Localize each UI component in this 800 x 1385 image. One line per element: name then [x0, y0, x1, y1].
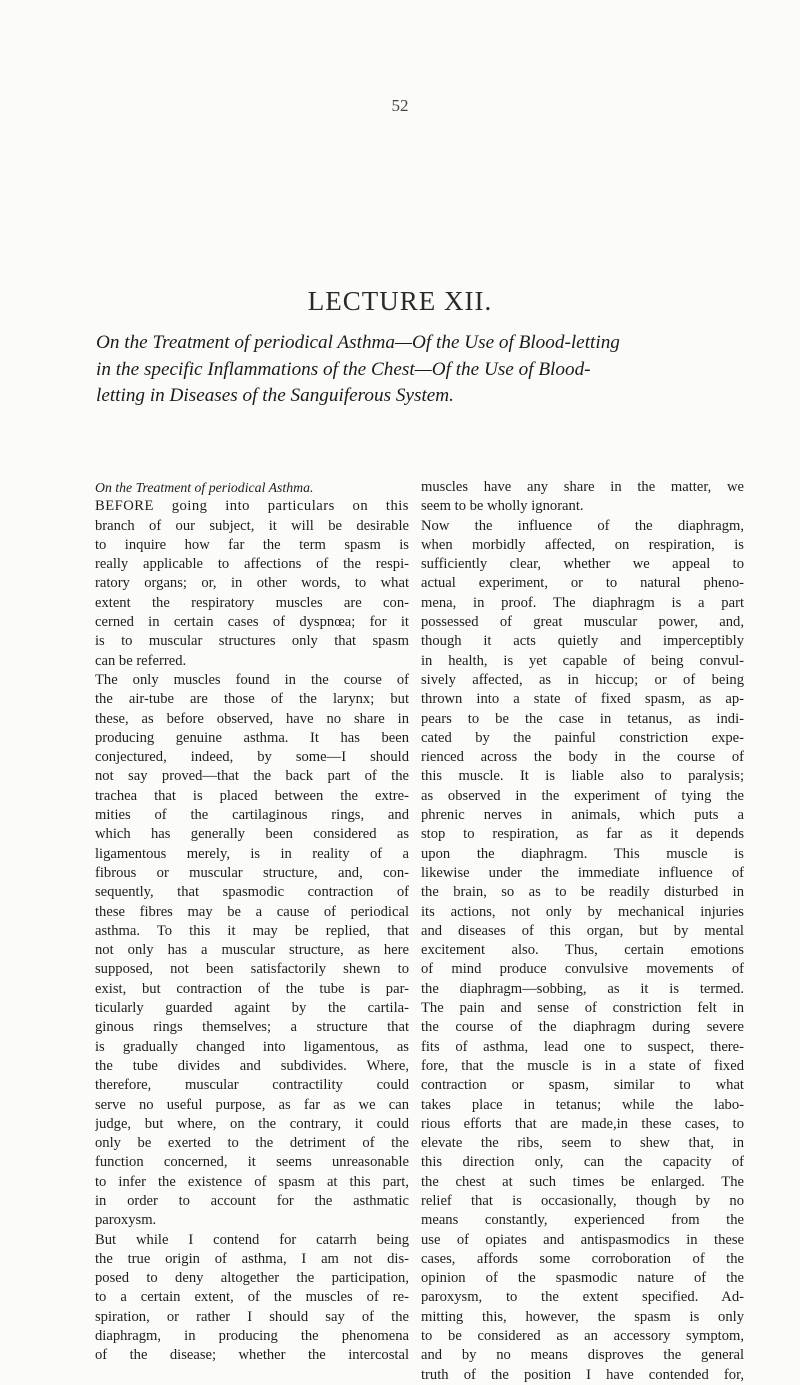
text-line: the course of the diaphragm during severe	[421, 1019, 744, 1036]
text-line: judge, but where, on the contrary, it could	[95, 1115, 409, 1132]
text-line: means constantly, experienced from the	[421, 1212, 744, 1229]
text-line: rious efforts that are made,in these cases, to	[421, 1115, 744, 1132]
text-line: stop to respiration, as far as it depends	[421, 826, 744, 843]
chapter-title-line: On the Treatment of periodical Asthma—Of the Use of Blood-letting	[96, 332, 620, 353]
text-line: and by no means disproves the general	[421, 1347, 744, 1364]
text-line: pears to be the case in tetanus, as indi-	[421, 710, 744, 727]
text-line: mena, in proof. The diaphragm is a part	[421, 594, 744, 611]
text-line: the true origin of asthma, I am not dis-	[95, 1250, 409, 1267]
text-line: of mind produce convulsive movements of	[421, 961, 744, 978]
text-line: not only has a muscular structure, as here	[95, 942, 409, 959]
lecture-heading: LECTURE XII.	[307, 286, 493, 316]
text-line: is gradually changed into ligamentous, as	[95, 1038, 409, 1055]
text-line: possessed of great muscular power, and,	[421, 614, 744, 631]
text-line: cases, affords some corroboration of the	[421, 1250, 744, 1267]
text-line: of the disease; whether the intercostal	[95, 1347, 409, 1364]
text-line: the air-tube are those of the larynx; but	[95, 691, 409, 708]
text-line: diaphragm, in producing the phenomena	[95, 1328, 409, 1345]
text-line: sufficiently clear, whether we appeal to	[421, 556, 744, 573]
text-line: as observed in the experiment of tying the	[421, 787, 744, 804]
text-line: truth of the position I have contended for,	[421, 1366, 744, 1383]
text-line: in health, is yet capable of being convul-	[421, 652, 744, 669]
text-line: ticularly guarded againt by the cartila-	[95, 1000, 409, 1017]
text-line: BEFORE going into particulars on this	[95, 498, 409, 515]
text-line: and diseases of this organ, but by mental	[421, 922, 744, 939]
text-line: takes place in tetanus; while the labo-	[421, 1096, 744, 1113]
text-line: the diaphragm—sobbing, as it is termed.	[421, 980, 744, 997]
text-line: paroxysm.	[95, 1212, 157, 1229]
text-line: ratory organs; or, in other words, to what	[95, 575, 409, 592]
page-number: 52	[391, 96, 409, 115]
text-line: Now the influence of the diaphragm,	[421, 517, 744, 534]
text-line: these fibres may be a cause of periodical	[95, 903, 409, 920]
text-line: spiration, or rather I should say of the	[95, 1308, 409, 1325]
text-line: is to muscular structures only that spasm	[95, 633, 409, 650]
text-line: phrenic nerves in animals, which puts a	[421, 807, 744, 824]
left-column	[95, 478, 409, 1366]
text-line: fore, that the muscle is in a state of fixed	[421, 1057, 744, 1074]
text-line: this muscle. It is liable also to paralysis;	[421, 768, 744, 785]
text-line: conjectured, indeed, by some—I should	[95, 749, 409, 766]
text-line: paroxysm, to the extent specified. Ad-	[421, 1289, 744, 1306]
text-line: thrown into a state of fixed spasm, as ap-	[421, 691, 744, 708]
text-line: sively affected, as in hiccup; or of being	[421, 671, 744, 688]
text-line: upon the diaphragm. This muscle is	[421, 845, 744, 862]
text-line: relief that is occasionally, though by no	[421, 1192, 744, 1209]
text-line: use of opiates and antispasmodics in these	[421, 1231, 744, 1248]
text-line: trachea that is placed between the extre-	[95, 787, 409, 804]
chapter-title	[96, 330, 736, 410]
text-line: the chest at such times be enlarged. The	[421, 1173, 744, 1190]
text-line: though it acts quietly and imperceptibly	[421, 633, 744, 650]
text-line: the brain, so as to be readily disturbed in	[421, 884, 744, 901]
text-line: only be exerted to the detriment of the	[95, 1135, 409, 1152]
text-line: actual experiment, or to natural pheno-	[421, 575, 744, 592]
text-line: which has generally been considered as	[95, 826, 409, 843]
text-line: ginous rings themselves; a structure that	[95, 1019, 409, 1036]
text-line: to be considered as an accessory symptom,	[421, 1328, 744, 1345]
text-line: rienced across the body in the course of	[421, 749, 744, 766]
text-line: mities of the cartilaginous rings, and	[95, 807, 409, 824]
text-line: But while I contend for catarrh being	[95, 1231, 409, 1248]
text-line: opinion of the spasmodic nature of the	[421, 1270, 744, 1287]
chapter-title-line: letting in Diseases of the Sanguiferous System.	[96, 385, 454, 406]
text-line: serve no useful purpose, as far as we can	[95, 1096, 409, 1113]
text-line: sequently, that spasmodic contraction of	[95, 884, 409, 901]
text-line: fits of asthma, lead one to suspect, there-	[421, 1038, 744, 1055]
text-line: The only muscles found in the course of	[95, 671, 409, 688]
section-subheading: On the Treatment of periodical Asthma.	[95, 480, 314, 495]
text-line: contraction or spasm, similar to what	[421, 1077, 744, 1094]
text-line: branch of our subject, it will be desirable	[95, 517, 409, 534]
text-line: to inquire how far the term spasm is	[95, 536, 409, 553]
text-line: its actions, not only by mechanical injuries	[421, 903, 744, 920]
text-line: the tube divides and subdivides. Where,	[95, 1057, 409, 1074]
text-line: cerned in certain cases of dyspnœa; for it	[95, 614, 409, 631]
right-column	[421, 478, 744, 1385]
text-line: asthma. To this it may be replied, that	[95, 922, 409, 939]
text-line: likewise under the immediate influence of	[421, 864, 744, 881]
text-line: when morbidly affected, on respiration, is	[421, 536, 744, 553]
text-line: fibrous or muscular structure, and, con-	[95, 864, 409, 881]
text-line: cated by the painful constriction expe-	[421, 729, 744, 746]
text-line: extent the respiratory muscles are con-	[95, 594, 409, 611]
text-line: therefore, muscular contractility could	[95, 1077, 409, 1094]
text-line: this direction only, can the capacity of	[421, 1154, 744, 1171]
text-line: these, as before observed, have no share in	[95, 710, 409, 727]
text-line: The pain and sense of constriction felt in	[421, 1000, 744, 1017]
text-line: really applicable to affections of the respi-	[95, 556, 409, 573]
text-line: ligamentous merely, is in reality of a	[95, 845, 409, 862]
text-line: to a certain extent, of the muscles of re-	[95, 1289, 409, 1306]
text-line: mitting this, however, the spasm is only	[421, 1308, 744, 1325]
text-line: producing genuine asthma. It has been	[95, 729, 409, 746]
text-line: not say proved—that the back part of the	[95, 768, 409, 785]
chapter-title-line: in the specific Inflammations of the Chest—Of the Use of Blood-	[96, 358, 591, 380]
text-line: function concerned, it seems unreasonable	[95, 1154, 409, 1171]
text-line: supposed, not been satisfactorily shewn to	[95, 961, 409, 978]
text-line: elevate the ribs, seem to shew that, in	[421, 1135, 744, 1152]
text-line: posed to deny altogether the participation,	[95, 1270, 409, 1287]
text-line: muscles have any share in the matter, we	[421, 479, 744, 495]
text-line: can be referred.	[95, 652, 187, 669]
text-line: in order to account for the asthmatic	[95, 1192, 409, 1209]
text-line: excitement also. Thus, certain emotions	[421, 942, 744, 959]
text-line: seem to be wholly ignorant.	[421, 498, 584, 515]
text-line: to infer the existence of spasm at this part,	[95, 1173, 409, 1190]
text-line: exist, but contraction of the tube is par-	[95, 980, 409, 997]
